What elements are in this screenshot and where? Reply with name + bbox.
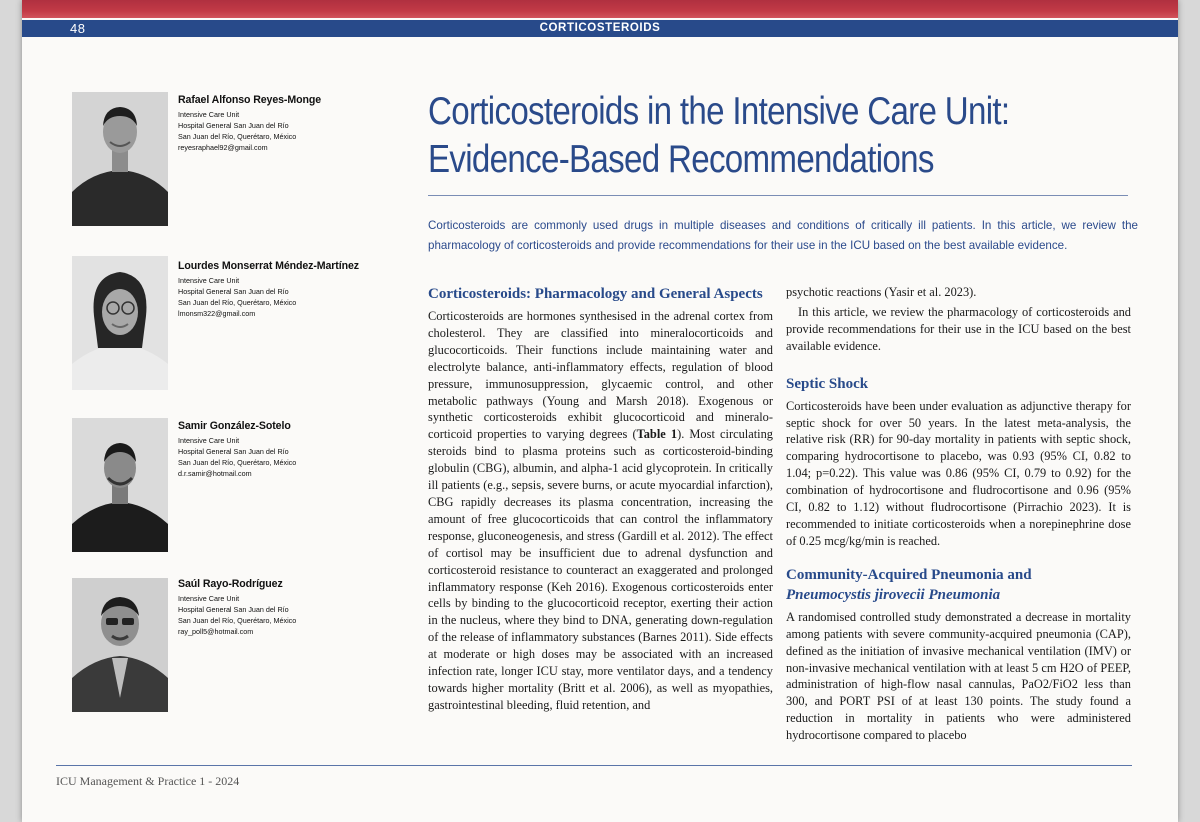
section-heading-septic-shock: Septic Shock xyxy=(786,375,869,392)
author-photo-3 xyxy=(72,418,168,552)
author-hospital: Hospital General San Juan del Río xyxy=(178,447,289,456)
author-unit: Intensive Care Unit xyxy=(178,436,240,445)
portrait-icon xyxy=(72,92,168,226)
author-name: Saúl Rayo-Rodríguez xyxy=(178,578,283,590)
paragraph-pharmacology xyxy=(428,308,773,714)
page-number: 48 xyxy=(70,21,86,36)
portrait-icon xyxy=(72,256,168,390)
title-divider xyxy=(428,195,1128,196)
portrait-icon xyxy=(72,418,168,552)
article-title xyxy=(428,88,1047,184)
section-heading-pharmacology: Corticosteroids: Pharmacology and General Aspects xyxy=(428,286,763,302)
section-heading-cap xyxy=(786,565,1131,605)
paragraph-text: Corticosteroids are hormones synthesised in the adrenal cortex from cholesterol. They are classified into mineralocorticoids and glucocorticoids. Their functions include maintaining water and electrolyte balance, anti-inflammatory effects, regulation of blood pressure, immunosuppression, glycaemic control, and other metabolic pathways (Young and Marsh 2018). Exogenous or synthetic corticosteroids exhibit glucocorticoid and mineralo-corticoid properties to varying degrees ( xyxy=(428,309,773,442)
author-name: Rafael Alfonso Reyes-Monge xyxy=(178,94,321,106)
article-title-line-1: Corticosteroids in the Intensive Care Unit: xyxy=(428,90,1010,133)
author-email: ray_poll5@hotmail.com xyxy=(178,627,254,636)
author-block-1 xyxy=(178,94,398,153)
paragraph-cap: A randomised controlled study demonstrated a decrease in mortality among patients with severe community-acquired pneumonia (CAP), defined as the initiation of invasive mechanical ventilation (IMV) or non-invasive mechanical ventilation with at least 5 cm H2O of PEEP, administration of high-flow nasal cannulas, PaO2/FiO2 less than 300, and PORT PSI of at least 130 points. The study found a reduction in mortality in patients who were administered hydrocortisone compared to placebo xyxy=(786,609,1131,743)
author-name: Lourdes Monserrat Méndez-Martínez xyxy=(178,260,359,272)
section-label: CORTICOSTEROIDS xyxy=(539,22,661,34)
author-block-2 xyxy=(178,260,398,319)
paragraph-septic-shock: Corticosteroids have been under evaluation as adjunctive therapy for septic shock for over 50 years. In the latest meta-analysis, the relative risk (RR) for 90-day mortality in patients with septic shock, comparing hydrocortisone to placebo, was 0.93 (95% CI, 0.82 to 1.04; p=0.22). This value was 0.86 (95% CI, 0.79 to 0.92) for the combination of hydrocortisone and fludrocortisone and 0.96 (95% CI, 0.82 to 1.12) without fludrocortisone (Pirrachio 2023). It is recommended to initiate corticosteroids when a norepinephrine dose of 0.25 mcg/kg/min is reached. xyxy=(786,398,1131,548)
author-photo-2 xyxy=(72,256,168,390)
paragraph-text: ). Most circulating steroids bind to plasma proteins such as corticosteroid-binding globulin (CBG), albumin, and alpha-1 acid glycoprotein. In critically ill patients (e.g., sepsis, severe burns, or acute myocardial infarction), CBG rapidly decreases its plasma concentration, increasing the amount of free glucocorticoids that can control the inflammatory response, gluconeogenesis, and stress (Gardill et al. 2012). The effect of cortisol may be insufficient due to adrenal dysfunction and corticosteroid resistance to counteract an exaggerated and prolonged inflammatory response (Keh 2016). Exogenous corticosteroids enter cells by binding to the glucocorticoid receptor, exerting their action in the nucleus, where they bind to DNA, generating down-regulation of the release of inflammatory substances (Barnes 2011). Side effects at moderate or high doses may be associated with an increased infection rate, longer ICU stay, more ventilator days, and a tendency towards higher mortality (Britt et al. 2006), as well as myopathies, gastrointestinal bleeding, fluid retention, and xyxy=(428,427,773,712)
section-heading-cap-line-2: Pneumocystis jirovecii Pneumonia xyxy=(786,586,1001,603)
text-column-left xyxy=(428,284,773,714)
author-location: San Juan del Río, Querétaro, México xyxy=(178,132,297,141)
article-intro: Corticosteroids are commonly used drugs in multiple diseases and conditions of critically ill patients. In this article, we review the pharmacology of corticosteroids and provide recommendations for their use in the ICU based on the best available evidence. xyxy=(428,219,1138,252)
section-heading-cap-line-1: Community-Acquired Pneumonia and xyxy=(786,566,1032,583)
text-column-right xyxy=(786,284,1131,744)
author-email: lmonsm322@gmail.com xyxy=(178,309,256,318)
header-red-stripe xyxy=(22,0,1178,18)
footer-divider xyxy=(56,765,1132,766)
table-reference: Table 1 xyxy=(636,427,678,442)
author-email: reyesraphael92@gmail.com xyxy=(178,143,268,152)
paragraph-review: In this article, we review the pharmacology of corticosteroids and provide recommendations for their use in the ICU based on the best available evidence. xyxy=(786,304,1131,353)
author-email: d.r.samir@hotmail.com xyxy=(178,469,252,478)
author-location: San Juan del Río, Querétaro, México xyxy=(178,298,297,307)
author-location: San Juan del Río, Querétaro, México xyxy=(178,616,297,625)
author-name: Samir González-Sotelo xyxy=(178,420,291,432)
author-photo-4 xyxy=(72,578,168,712)
header-bar xyxy=(22,20,1178,37)
author-hospital: Hospital General San Juan del Río xyxy=(178,287,289,296)
author-unit: Intensive Care Unit xyxy=(178,110,240,119)
portrait-icon xyxy=(72,578,168,712)
author-block-4 xyxy=(178,578,398,637)
journal-footer: ICU Management & Practice 1 - 2024 xyxy=(56,774,240,788)
author-block-3 xyxy=(178,420,398,479)
author-hospital: Hospital General San Juan del Río xyxy=(178,121,289,130)
author-unit: Intensive Care Unit xyxy=(178,276,240,285)
author-photo-1 xyxy=(72,92,168,226)
author-unit: Intensive Care Unit xyxy=(178,594,240,603)
document-page xyxy=(22,0,1178,822)
article-title-line-2: Evidence-Based Recommendations xyxy=(428,138,934,181)
paragraph-continuation: psychotic reactions (Yasir et al. 2023). xyxy=(786,285,977,299)
author-location: San Juan del Río, Querétaro, México xyxy=(178,458,297,467)
author-hospital: Hospital General San Juan del Río xyxy=(178,605,289,614)
